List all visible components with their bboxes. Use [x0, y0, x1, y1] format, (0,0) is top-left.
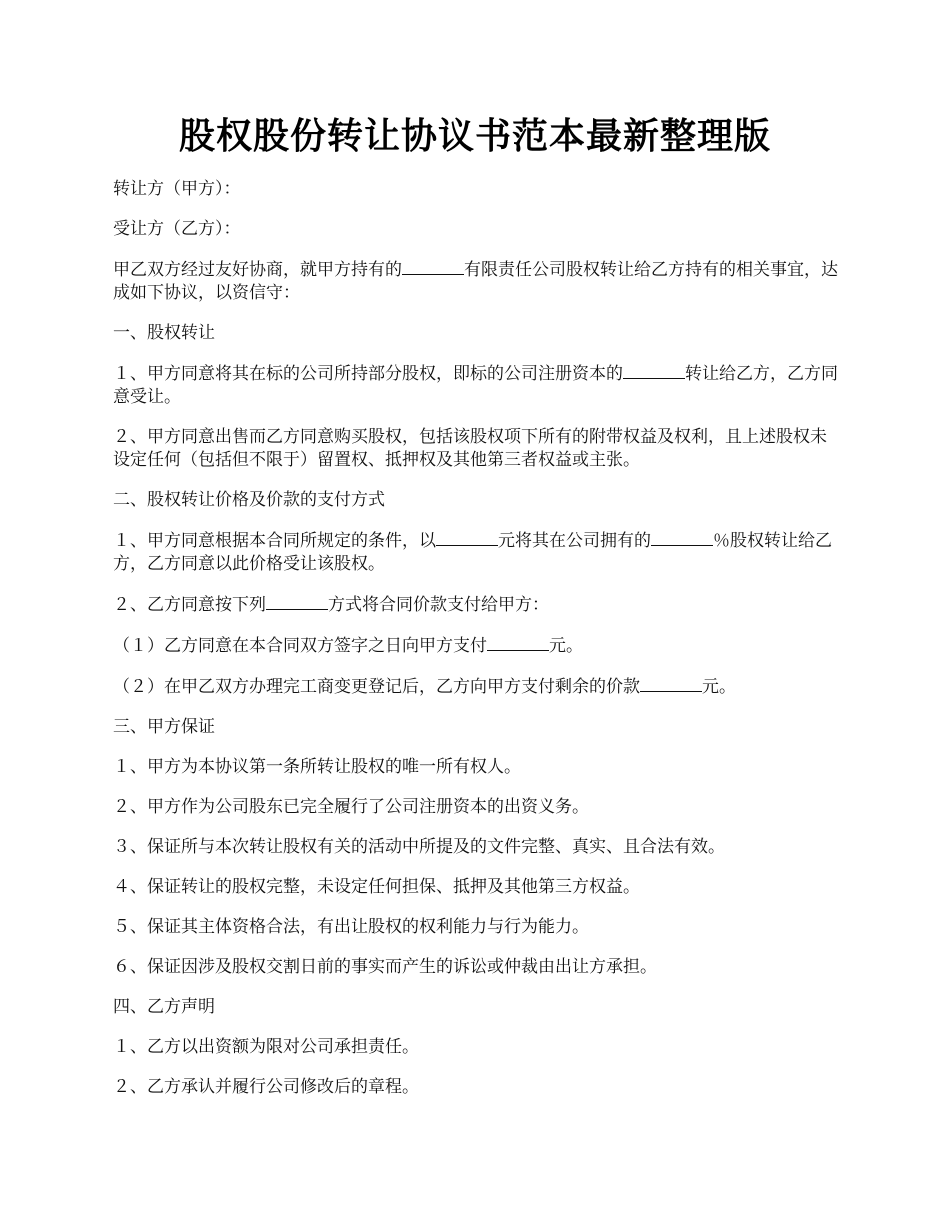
- clause-3-item: ６、保证因涉及股权交割日前的事实而产生的诉讼或仲裁由出让方承担。: [113, 957, 657, 977]
- intro-paragraph: [113, 258, 843, 305]
- clause-2-2-1-text-a: （１）乙方同意在本合同双方签字之日向甲方支付: [113, 636, 487, 656]
- clause-2-2-1: [113, 634, 843, 658]
- clause-1-2: ２、甲方同意出售而乙方同意购买股权，包括该股权项下所有的附带权益及权利，且上述股权未设定任何（包括但不限于）留置权、抵押权及其他第三者权益或主张。: [113, 427, 827, 470]
- clause-2-2-1-text-b: 元。: [549, 636, 583, 656]
- section-3-heading: 三、甲方保证: [113, 717, 215, 737]
- section-2-heading: 二、股权转让价格及价款的支付方式: [113, 490, 385, 510]
- transferor-line: 转让方（甲方）：: [113, 179, 241, 199]
- blank-capital-share: [623, 362, 685, 379]
- clause-3-item: ３、保证所与本次转让股权有关的活动中所提及的文件完整、真实、且合法有效。: [113, 837, 725, 857]
- clause-4-item: １、乙方以出资额为限对公司承担责任。: [113, 1037, 419, 1057]
- clause-2-1-text-c: ％股权转让给乙方，乙方同意以此价格受让该股权。: [113, 531, 832, 574]
- clause-2-1: [113, 529, 843, 576]
- clause-2-2-2-text-b: 元。: [702, 677, 736, 697]
- blank-first-payment: [487, 634, 549, 651]
- clause-1-1-text-a: １、甲方同意将其在标的公司所持部分股权，即标的公司注册资本的: [113, 364, 623, 384]
- clause-3-item: １、甲方为本协议第一条所转让股权的唯一所有权人。: [113, 757, 521, 777]
- clause-2-2: [113, 593, 843, 617]
- clause-2-2-2-text-a: （２）在甲乙双方办理完工商变更登记后，乙方向甲方支付剩余的价款: [113, 677, 640, 697]
- clause-3-item: ４、保证转让的股权完整，未设定任何担保、抵押及其他第三方权益。: [113, 877, 640, 897]
- clause-2-1-text-a: １、甲方同意根据本合同所规定的条件，以: [113, 531, 436, 551]
- section-1-heading: 一、股权转让: [113, 323, 215, 343]
- clause-3-item: ２、甲方作为公司股东已完全履行了公司注册资本的出资义务。: [113, 797, 589, 817]
- clause-4-item: ２、乙方承认并履行公司修改后的章程。: [113, 1077, 419, 1097]
- blank-remaining-payment: [640, 675, 702, 692]
- blank-payment-method: [266, 593, 328, 610]
- intro-text-a: 甲乙双方经过友好协商，就甲方持有的: [113, 260, 402, 280]
- clause-3-item: ５、保证其主体资格合法，有出让股权的权利能力与行为能力。: [113, 917, 589, 937]
- clause-1-1: [113, 362, 843, 409]
- blank-percentage: [651, 529, 713, 546]
- section-4-heading: 四、乙方声明: [113, 997, 215, 1017]
- intro-text-b: 有限责任公司股权转让给乙方持有的相关事宜，达成如下协议，以资信守：: [113, 260, 838, 303]
- clause-2-2-text-b: 方式将合同价款支付给甲方：: [328, 595, 549, 615]
- document-body: [113, 178, 843, 1116]
- clause-2-2-text-a: ２、乙方同意按下列: [113, 595, 266, 615]
- blank-price: [436, 529, 498, 546]
- blank-company-name: [402, 258, 464, 275]
- document-title: 股权股份转让协议书范本最新整理版: [178, 115, 771, 157]
- clause-2-2-2: [113, 675, 843, 699]
- clause-1-1-text-b: 转让给乙方，乙方同意受让。: [113, 364, 838, 407]
- clause-2-1-text-b: 元将其在公司拥有的: [498, 531, 651, 551]
- transferee-line: 受让方（乙方）：: [113, 219, 241, 239]
